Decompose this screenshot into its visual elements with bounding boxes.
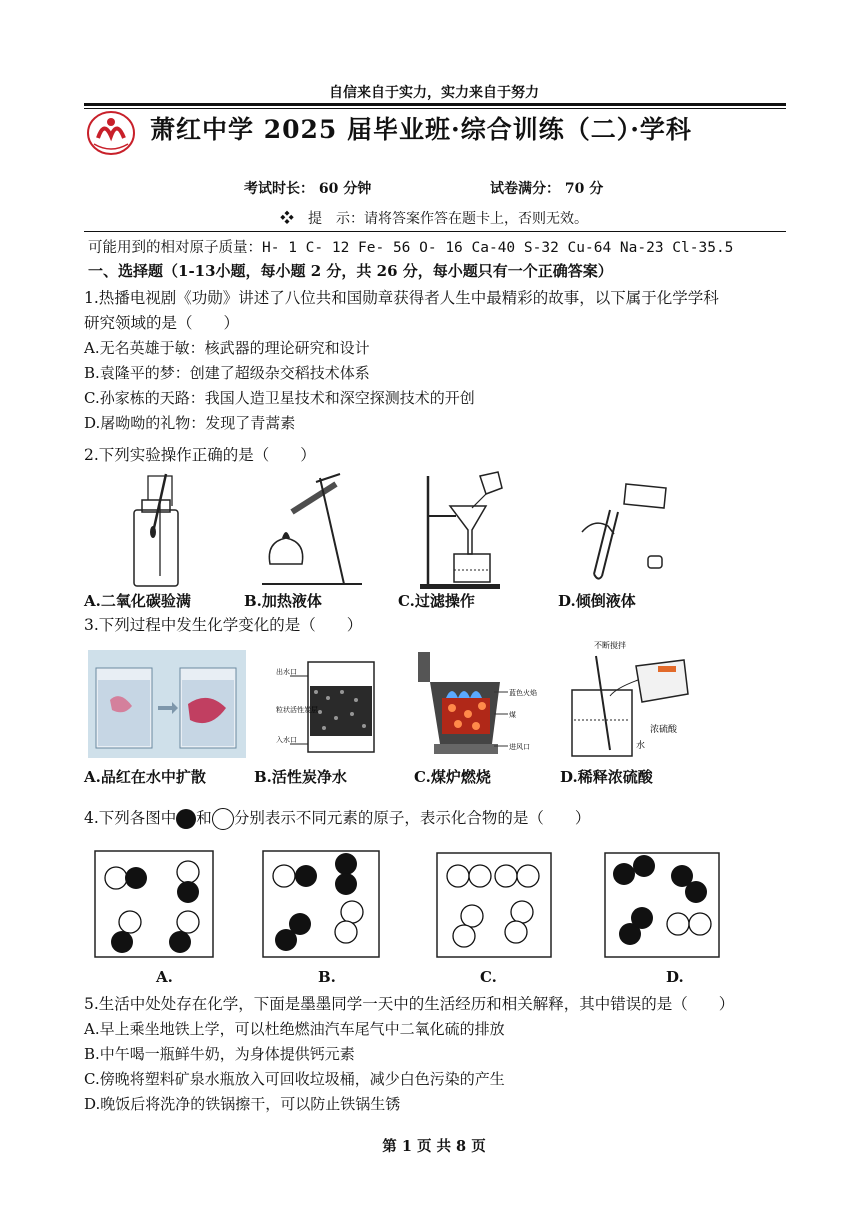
dilute-acid-figure — [566, 636, 696, 762]
header-rule — [84, 103, 786, 106]
question-4-stem-part3: 分别表示不同元素的原子，表示化合物的是（ ） — [233, 809, 591, 827]
carbon-layer-label: 粒状活性炭层 — [276, 706, 318, 714]
q4-box-d — [604, 852, 720, 958]
q4-caption-c: C. — [480, 968, 497, 986]
black-atom-icon — [176, 809, 196, 829]
q2-caption-c: C.过滤操作 — [398, 592, 475, 610]
inlet-label: 入水口 — [276, 736, 297, 744]
air-inlet-label: 进风口 — [509, 743, 530, 751]
q4-caption-a: A. — [156, 968, 173, 986]
section-title: 一、选择题（1-13小题，每小题 2 分，共 26 分，每小题只有一个正确答案） — [88, 262, 613, 280]
question-1-stem-line1: 1.热播电视剧《功勋》讲述了八位共和国勋章获得者人生中最精彩的故事，以下属于化学学科 — [84, 289, 719, 307]
q4-box-b — [262, 850, 380, 958]
q4-caption-b: B. — [318, 968, 336, 986]
q3-caption-b: B.活性炭净水 — [254, 768, 347, 786]
full-score: 试卷满分： 70 分 — [490, 181, 604, 197]
question-5 — [84, 992, 734, 1117]
school-logo — [86, 110, 136, 156]
q2-caption-a: A.二氧化碳验满 — [84, 592, 191, 610]
q4-caption-d: D. — [666, 968, 684, 986]
motto: 自信来自于实力，实力来自于努力 — [329, 85, 539, 101]
header-rule-thin — [84, 108, 786, 109]
flame-label: 蓝色火焰 — [509, 689, 537, 697]
coal-label: 煤 — [509, 711, 516, 719]
question-5-stem: 5.生活中处处存在化学，下面是墨墨同学一天中的生活经历和相关解释，其中错误的是（ ） — [84, 995, 735, 1013]
q3-caption-d: D.稀释浓硫酸 — [560, 768, 653, 786]
atomic-masses: 可能用到的相对原子质量：H- 1 C- 12 Fe- 56 O- 16 Ca-40 S-32 Cu-64 Na-23 Cl-35.5 — [88, 240, 734, 256]
q2-caption-b: B.加热液体 — [244, 592, 322, 610]
water-label: 水 — [636, 741, 646, 751]
carbon-filter-figure — [276, 652, 386, 762]
question-4-stem-part2: 和 — [196, 809, 212, 827]
q4-box-a — [94, 850, 214, 958]
question-5-option-b: B.中午喝一瓶鲜牛奶，为身体提供钙元素 — [84, 1045, 355, 1063]
filtration-figure — [420, 468, 510, 592]
question-5-option-d: D.晚饭后将洗净的铁锅擦干，可以防止铁锅生锈 — [84, 1095, 401, 1113]
question-4-stem-part1: 4.下列各图中 — [84, 809, 177, 827]
heating-liquid-figure — [262, 472, 372, 590]
tip-rule — [84, 231, 786, 232]
page-number: 第 1 页 共 8 页 — [382, 1138, 486, 1155]
acid-label: 浓硫酸 — [650, 725, 678, 735]
pouring-liquid-figure — [574, 474, 674, 586]
question-4-stem — [84, 806, 590, 831]
question-1-stem-line2: 研究领域的是（ ） — [84, 314, 240, 332]
q3-caption-c: C.煤炉燃烧 — [414, 768, 491, 786]
question-3-stem: 3.下列过程中发生化学变化的是（ ） — [84, 616, 363, 634]
question-5-option-c: C.傍晚将塑料矿泉水瓶放入可回收垃圾桶，减少白色污染的产生 — [84, 1070, 505, 1088]
q2-caption-d: D.倾倒液体 — [558, 592, 636, 610]
white-atom-icon — [212, 808, 234, 830]
question-2-stem: 2.下列实验操作正确的是（ ） — [84, 446, 316, 464]
stir-label: 不断搅拌 — [594, 641, 626, 650]
q3-caption-a: A.品红在水中扩散 — [84, 768, 206, 786]
question-1 — [84, 286, 719, 436]
q4-box-c — [436, 852, 552, 958]
instruction-tip: ❖ 提 示：请将答案作答在题卡上，否则无效。 — [280, 211, 588, 227]
question-5-option-a: A.早上乘坐地铁上学，可以杜绝燃油汽车尾气中二氧化硫的排放 — [84, 1020, 505, 1038]
dye-diffusion-photo — [88, 650, 246, 758]
question-1-option-c: C.孙家栋的天路：我国人造卫星技术和深空探测技术的开创 — [84, 389, 475, 407]
question-1-option-d: D.屠呦呦的礼物：发现了青蒿素 — [84, 414, 296, 432]
outlet-label: 出水口 — [276, 668, 297, 676]
co2-bottle-figure — [120, 470, 190, 590]
question-1-option-b: B.袁隆平的梦：创建了超级杂交稻技术体系 — [84, 364, 370, 382]
page-title: 萧红中学 2025 届毕业班·综合训练（二）·学科 — [150, 115, 692, 144]
exam-duration: 考试时长： 60 分钟 — [244, 181, 372, 197]
coal-stove-figure — [412, 648, 546, 760]
question-1-option-a: A.无名英雄于敏：核武器的理论研究和设计 — [84, 339, 370, 357]
